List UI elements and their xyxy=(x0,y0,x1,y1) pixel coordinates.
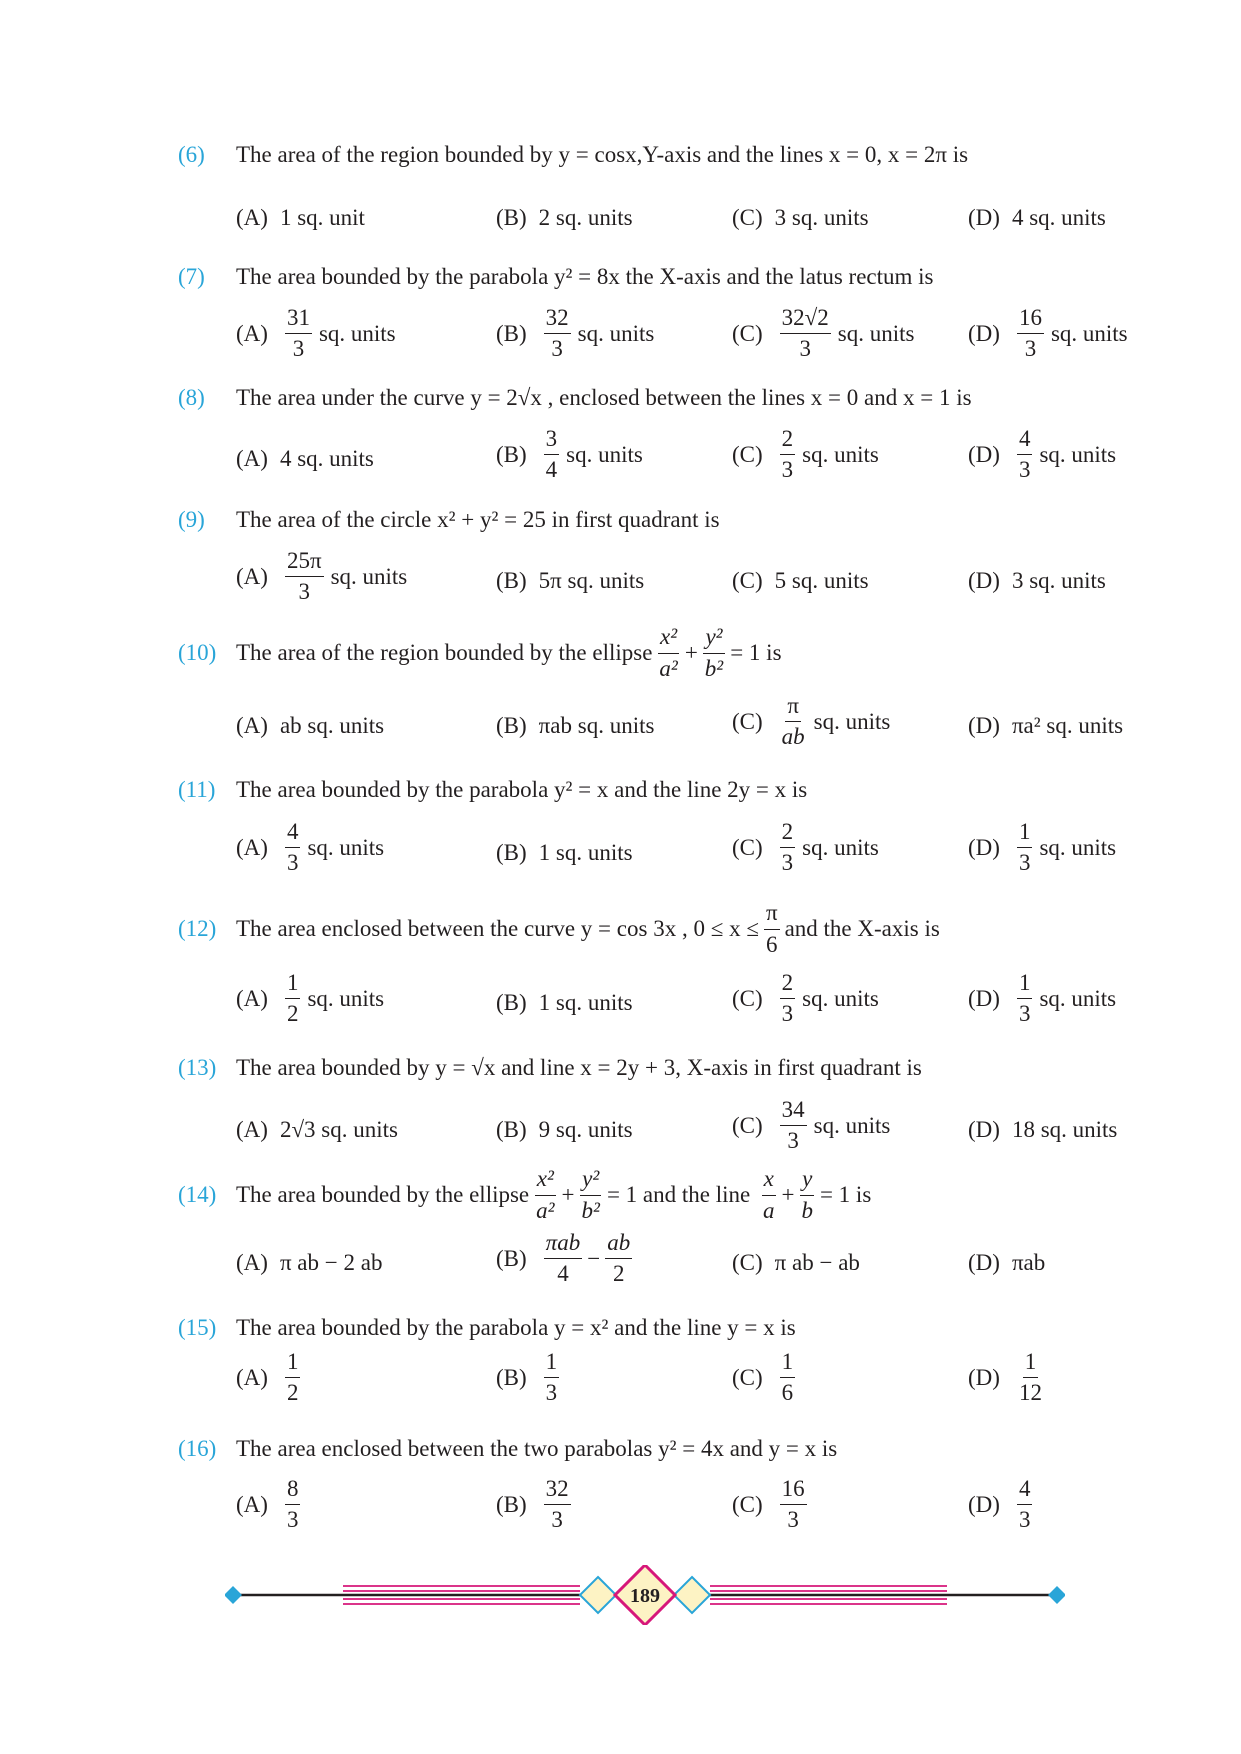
fraction: $\frac{\text{x²}}{\text{a²}}$ xyxy=(536,1166,555,1223)
option-a: (A) $\frac{4}{3}$ sq. units xyxy=(236,819,385,876)
option-b: (B) $\frac{\text{πab}}{4}$ − $\frac{ab}{2}$ xyxy=(496,1230,631,1287)
option-c: (C) $\frac{2}{3}$ sq. units xyxy=(732,819,879,876)
question-text: The area of the region bounded by the ellipse $\frac{\text{x²}}{\text{a²}}$ + $\frac{\text{y²}}{\text{b²}}$ = 1 is xyxy=(236,624,782,681)
fraction: $\frac{32√2}{3}$ xyxy=(781,305,829,362)
fraction: $\frac{\pi}{ab}$ xyxy=(781,693,805,750)
right-ornament-diamond-icon xyxy=(674,1577,710,1613)
option-c: (C) 5 sq. units xyxy=(732,568,869,593)
question-text: The area bounded by the parabola y = x² and the line y = x is xyxy=(236,1315,796,1340)
option-d: (D) 4 sq. units xyxy=(968,205,1106,230)
option-c: (C) $\frac{34}{3}$ sq. units xyxy=(732,1097,891,1154)
fraction: $\frac{4}{3}$ xyxy=(286,819,299,876)
option-d: (D) πab xyxy=(968,1250,1046,1275)
fraction: $\frac{4}{3}$ xyxy=(1018,1476,1031,1533)
option-d: (D) $\frac{1}{12}$ xyxy=(968,1349,1042,1406)
option-c: (C) π ab − ab xyxy=(732,1250,860,1275)
option-a: (A) $\frac{1}{2}$ xyxy=(236,1349,299,1406)
fraction: $\frac{\text{y²}}{\text{b²}}$ xyxy=(581,1166,600,1223)
option-b: (B) 2 sq. units xyxy=(496,205,633,230)
option-d: (D) $\frac{1}{3}$ sq. units xyxy=(968,819,1117,876)
question-text: The area under the curve y = 2√x , enclosed between the lines x = 0 and x = 1 is xyxy=(236,385,972,410)
fraction: $\frac{2}{3}$ xyxy=(781,819,794,876)
option-a: (A) $\frac{31}{3}$ sq. units xyxy=(236,305,396,362)
fraction: $\frac{x}{a}$ xyxy=(762,1166,775,1223)
option-a: (A) 1 sq. unit xyxy=(236,205,365,230)
option-a: (A) $\frac{25\pi}{3}$ sq. units xyxy=(236,548,408,605)
fraction: $\frac{2}{3}$ xyxy=(781,970,794,1027)
option-a: (A) $\frac{8}{3}$ xyxy=(236,1476,299,1533)
question-number: (14) xyxy=(178,1182,217,1207)
fraction: $\frac{1}{2}$ xyxy=(286,1349,299,1406)
question-text: The area of the circle x² + y² = 25 in first quadrant is xyxy=(236,507,720,532)
fraction: $\frac{\text{x²}}{\text{a²}}$ xyxy=(659,624,678,681)
question-number: (7) xyxy=(178,264,205,289)
option-b: (B) 9 sq. units xyxy=(496,1117,633,1142)
question-text: The area enclosed between the two parabolas y² = 4x and y = x is xyxy=(236,1436,838,1461)
fraction: $\frac{1}{6}$ xyxy=(781,1349,794,1406)
question-number: (15) xyxy=(178,1315,217,1340)
option-c: (C) $\frac{2}{3}$ sq. units xyxy=(732,970,879,1027)
fraction: $\frac{16}{3}$ xyxy=(781,1476,805,1533)
fraction: $\frac{\text{πab}}{4}$ xyxy=(545,1230,581,1287)
question-number: (16) xyxy=(178,1436,217,1461)
fraction: $\frac{3}{4}$ xyxy=(545,426,558,483)
fraction: $\frac{2}{3}$ xyxy=(781,426,794,483)
option-d: (D) $\frac{1}{3}$ sq. units xyxy=(968,970,1117,1027)
option-b: (B) 1 sq. units xyxy=(496,990,633,1015)
question-number: (6) xyxy=(178,142,205,167)
left-diamond-icon xyxy=(225,1586,242,1604)
fraction: $\frac{25\pi}{3}$ xyxy=(286,548,322,605)
page-footer-ornament xyxy=(225,1565,1065,1625)
option-c: (C) $\frac{1}{6}$ xyxy=(732,1349,794,1406)
page-number: 189 xyxy=(630,1585,660,1607)
option-c: (C) $\frac{16}{3}$ xyxy=(732,1476,805,1533)
fraction: $\frac{34}{3}$ xyxy=(781,1097,805,1154)
question-text: The area bounded by the parabola y² = x and the line 2y = x is xyxy=(236,777,808,802)
question-number: (8) xyxy=(178,385,205,410)
option-a: (A) 2√3 sq. units xyxy=(236,1117,398,1142)
option-a: (A) π ab − 2 ab xyxy=(236,1250,383,1275)
option-d: (D) 3 sq. units xyxy=(968,568,1106,593)
fraction: $\frac{y}{b}$ xyxy=(801,1166,813,1223)
question-text: The area of the region bounded by y = cosx,Y-axis and the lines x = 0, x = 2π is xyxy=(236,142,969,167)
fraction: $\frac{ab}{2}$ xyxy=(607,1230,631,1287)
question-text: The area bounded by the ellipse $\frac{\text{x²}}{\text{a²}}$ + $\frac{\text{y²}}{\text{b²}}$ = 1 and the line $\frac{x}{a}$ + $\frac{y}{b}$ = 1 is xyxy=(236,1166,872,1223)
fraction: $\frac{32}{3}$ xyxy=(545,305,569,362)
option-d: (D) 18 sq. units xyxy=(968,1117,1118,1142)
fraction: $\frac{31}{3}$ xyxy=(286,305,310,362)
option-c: (C) $\frac{\pi}{ab}$ sq. units xyxy=(732,693,891,750)
question-number: (13) xyxy=(178,1055,217,1080)
question-number: (10) xyxy=(178,640,217,665)
question-number: (11) xyxy=(178,777,216,802)
option-d: (D) πa² sq. units xyxy=(968,713,1124,738)
option-b: (B) $\frac{3}{4}$ sq. units xyxy=(496,426,643,483)
fraction: $\frac{\text{y²}}{\text{b²}}$ xyxy=(704,624,724,681)
question-number: (12) xyxy=(178,916,217,941)
fraction: $\frac{1}{12}$ xyxy=(1018,1349,1042,1406)
fraction: $\frac{1}{3}$ xyxy=(1018,819,1031,876)
option-a: (A) $\frac{1}{2}$ sq. units xyxy=(236,970,385,1027)
question-text: The area enclosed between the curve y = cos 3x , 0 ≤ x ≤ $\frac{\pi}{6}$ and the X-axis is xyxy=(236,900,940,957)
option-b: (B) $\frac{32}{3}$ sq. units xyxy=(496,305,655,362)
option-b: (B) $\frac{32}{3}$ xyxy=(496,1476,569,1533)
option-a: (A) 4 sq. units xyxy=(236,446,374,471)
question-text: The area bounded by y = √x and line x = 2y + 3, X-axis in first quadrant is xyxy=(236,1055,922,1080)
option-a: (A) ab sq. units xyxy=(236,713,385,738)
fraction: $\frac{1}{2}$ xyxy=(286,970,299,1027)
fraction: $\frac{32}{3}$ xyxy=(545,1476,569,1533)
option-b: (B) $\frac{1}{3}$ xyxy=(496,1349,558,1406)
fraction: $\frac{4}{3}$ xyxy=(1018,426,1031,483)
option-b: (B) 1 sq. units xyxy=(496,840,633,865)
option-b: (B) πab sq. units xyxy=(496,713,655,738)
left-ornament-diamond-icon xyxy=(580,1577,616,1613)
option-c: (C) 3 sq. units xyxy=(732,205,869,230)
option-d: (D) $\frac{4}{3}$ xyxy=(968,1476,1031,1533)
question-text: The area bounded by the parabola y² = 8x the X-axis and the latus rectum is xyxy=(236,264,934,289)
option-c: (C) $\frac{2}{3}$ sq. units xyxy=(732,426,879,483)
fraction: $\frac{1}{3}$ xyxy=(545,1349,558,1406)
question-number: (9) xyxy=(178,507,205,532)
option-d: (D) $\frac{16}{3}$ sq. units xyxy=(968,305,1128,362)
option-d: (D) $\frac{4}{3}$ sq. units xyxy=(968,426,1117,483)
fraction: $\frac{8}{3}$ xyxy=(286,1476,299,1533)
option-b: (B) 5π sq. units xyxy=(496,568,645,593)
right-diamond-icon xyxy=(1048,1586,1065,1604)
fraction: $\frac{1}{3}$ xyxy=(1018,970,1031,1027)
fraction: $\frac{16}{3}$ xyxy=(1018,305,1042,362)
option-c: (C) $\frac{32√2}{3}$ sq. units xyxy=(732,305,915,362)
fraction: $\frac{\pi}{6}$ xyxy=(765,900,778,957)
